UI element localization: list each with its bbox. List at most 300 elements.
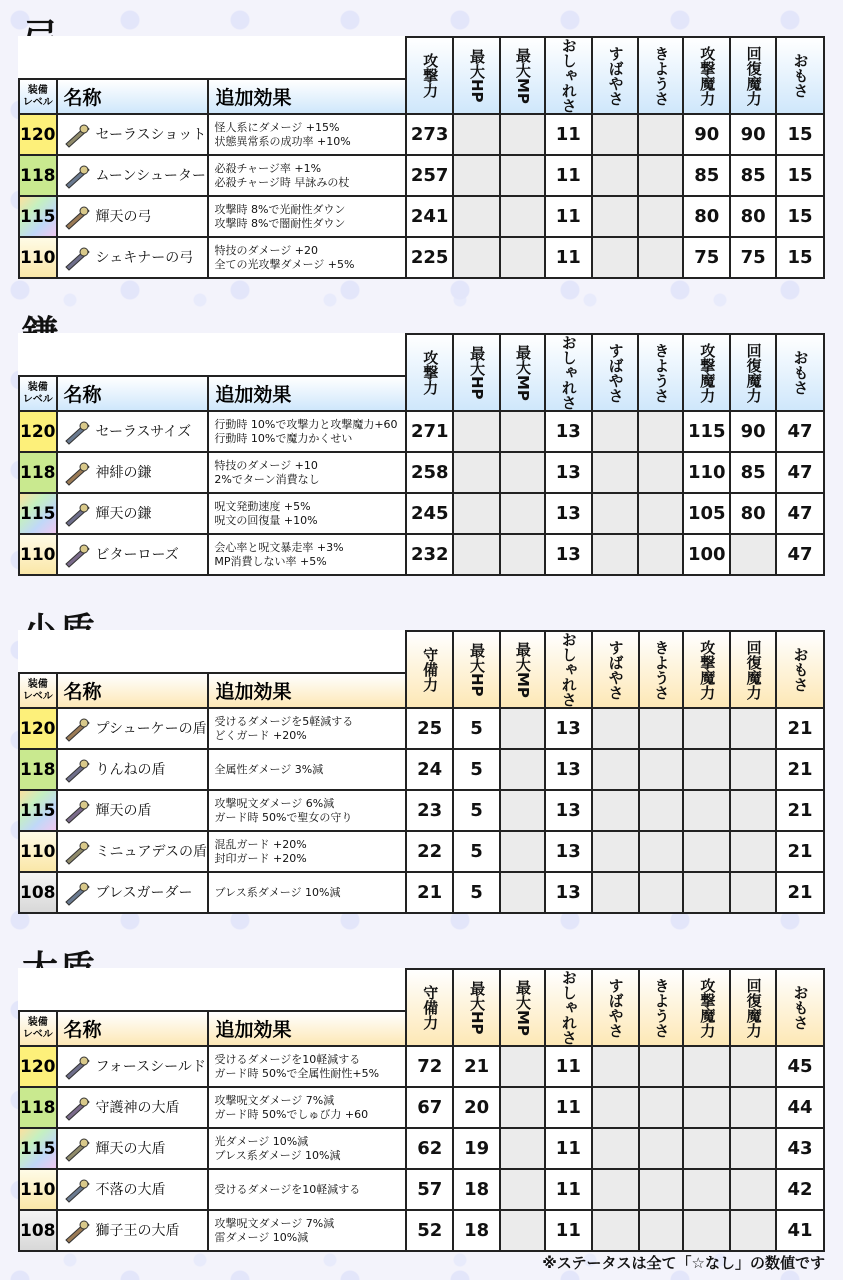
stat-value bbox=[638, 155, 683, 196]
item-name: 輝天の大盾 bbox=[95, 1140, 166, 1157]
item-icon bbox=[62, 419, 92, 445]
stat-value bbox=[453, 411, 500, 452]
stat-value bbox=[638, 534, 683, 575]
stat-header: 攻撃魔力 bbox=[683, 37, 730, 114]
stat-table bbox=[18, 36, 825, 279]
stat-value bbox=[683, 831, 730, 872]
stat-value bbox=[639, 749, 684, 790]
stat-value bbox=[592, 872, 639, 913]
stat-value: 232 bbox=[406, 534, 453, 575]
stat-value bbox=[730, 790, 776, 831]
stat-header: 攻撃魔力 bbox=[683, 969, 730, 1046]
stat-value bbox=[730, 1087, 776, 1128]
stat-value bbox=[500, 534, 545, 575]
stat-value bbox=[453, 155, 500, 196]
item-name: 不落の大盾 bbox=[95, 1181, 166, 1198]
item-icon bbox=[62, 245, 92, 271]
stat-value bbox=[683, 1087, 730, 1128]
item-name-cell bbox=[57, 411, 209, 452]
stat-value: 11 bbox=[545, 196, 592, 237]
equip-level: 115 bbox=[19, 790, 57, 831]
stat-value: 11 bbox=[545, 1046, 592, 1087]
item-icon bbox=[62, 501, 92, 527]
stat-value: 20 bbox=[453, 1087, 500, 1128]
equip-level: 115 bbox=[19, 196, 57, 237]
stat-header: おしゃれさ bbox=[545, 37, 592, 114]
level-header: 装備 レベル bbox=[19, 673, 57, 708]
stat-value: 23 bbox=[406, 790, 453, 831]
item-name-cell bbox=[57, 1210, 209, 1251]
item-effects: 受けるダメージを10軽減する ガード時 50%で全属性耐性+5% bbox=[208, 1046, 406, 1087]
item-name: セーラスサイズ bbox=[95, 423, 192, 440]
stat-value: 15 bbox=[776, 114, 824, 155]
stat-value: 72 bbox=[406, 1046, 453, 1087]
item-effects: 全属性ダメージ 3%減 bbox=[208, 749, 406, 790]
stat-header: 最大MP bbox=[500, 37, 545, 114]
stat-value bbox=[500, 790, 545, 831]
stat-value bbox=[730, 1169, 776, 1210]
stat-value bbox=[592, 708, 639, 749]
stat-header: おもさ bbox=[776, 631, 824, 708]
stat-value: 110 bbox=[683, 452, 730, 493]
stat-value: 25 bbox=[406, 708, 453, 749]
item-effects: 攻撃時 8%で光耐性ダウン 攻撃時 8%で闇耐性ダウン bbox=[208, 196, 406, 237]
stat-header: 最大HP bbox=[453, 631, 500, 708]
item-icon bbox=[62, 1054, 92, 1080]
stat-value bbox=[638, 237, 683, 278]
item-name-cell bbox=[57, 237, 209, 278]
item-name: ビターローズ bbox=[95, 546, 179, 563]
item-name-cell bbox=[57, 493, 209, 534]
stat-header: 回復魔力 bbox=[730, 37, 776, 114]
stat-value bbox=[500, 237, 545, 278]
stat-header: 最大HP bbox=[453, 334, 500, 411]
stat-header: すばやさ bbox=[592, 969, 639, 1046]
stat-value bbox=[500, 114, 545, 155]
item-icon bbox=[62, 1218, 92, 1244]
item-name: 獅子王の大盾 bbox=[95, 1222, 180, 1239]
item-name: セーラスショット bbox=[95, 126, 207, 143]
stat-value: 13 bbox=[545, 493, 592, 534]
stat-value bbox=[730, 708, 776, 749]
stat-value: 80 bbox=[730, 196, 776, 237]
stat-value bbox=[730, 749, 776, 790]
table-row bbox=[19, 534, 824, 575]
stat-table bbox=[18, 630, 825, 914]
name-header: 名称 bbox=[57, 1011, 209, 1046]
stat-value: 225 bbox=[406, 237, 453, 278]
stat-value: 52 bbox=[406, 1210, 453, 1251]
stat-header: おしゃれさ bbox=[545, 631, 592, 708]
stat-value: 13 bbox=[545, 452, 592, 493]
equip-level: 115 bbox=[19, 1128, 57, 1169]
item-name-cell bbox=[57, 708, 209, 749]
stat-value: 15 bbox=[776, 155, 824, 196]
stat-value: 47 bbox=[776, 452, 824, 493]
stat-value bbox=[730, 872, 776, 913]
stat-header: きようさ bbox=[638, 334, 683, 411]
item-effects: 攻撃呪文ダメージ 7%減 ガード時 50%でしゅび力 +60 bbox=[208, 1087, 406, 1128]
item-icon bbox=[62, 1136, 92, 1162]
stat-value bbox=[592, 534, 639, 575]
item-icon bbox=[62, 1177, 92, 1203]
stat-value: 21 bbox=[453, 1046, 500, 1087]
stat-value: 13 bbox=[545, 411, 592, 452]
equip-level: 108 bbox=[19, 872, 57, 913]
item-effects: 混乱ガード +20% 封印ガード +20% bbox=[208, 831, 406, 872]
stat-value: 90 bbox=[730, 114, 776, 155]
item-name-cell bbox=[57, 1169, 209, 1210]
stat-value bbox=[639, 1046, 684, 1087]
stat-value: 85 bbox=[730, 155, 776, 196]
stat-value: 258 bbox=[406, 452, 453, 493]
stat-value bbox=[500, 411, 545, 452]
item-effects: 怪人系にダメージ +15% 状態異常系の成功率 +10% bbox=[208, 114, 406, 155]
stat-value bbox=[500, 155, 545, 196]
stat-value: 11 bbox=[545, 237, 592, 278]
stat-header: 攻撃魔力 bbox=[683, 334, 730, 411]
stat-value bbox=[592, 493, 639, 534]
stat-value: 21 bbox=[776, 749, 824, 790]
stat-value bbox=[683, 749, 730, 790]
stat-value bbox=[592, 196, 639, 237]
stat-value: 90 bbox=[683, 114, 730, 155]
stat-value: 273 bbox=[406, 114, 453, 155]
table-row bbox=[19, 1128, 824, 1169]
stat-value: 5 bbox=[453, 872, 500, 913]
table-row bbox=[19, 1087, 824, 1128]
stat-value: 5 bbox=[453, 749, 500, 790]
stat-value: 21 bbox=[776, 790, 824, 831]
stat-value bbox=[683, 1210, 730, 1251]
stat-header: 最大MP bbox=[500, 969, 545, 1046]
stat-value bbox=[500, 493, 545, 534]
stat-value: 11 bbox=[545, 1087, 592, 1128]
stat-header: おもさ bbox=[776, 969, 824, 1046]
equip-level: 110 bbox=[19, 534, 57, 575]
stat-value bbox=[500, 749, 545, 790]
stat-value bbox=[592, 1046, 639, 1087]
stat-value bbox=[639, 1087, 684, 1128]
item-effects: 必殺チャージ率 +1% 必殺チャージ時 早詠みの杖 bbox=[208, 155, 406, 196]
equip-level: 110 bbox=[19, 831, 57, 872]
table-row bbox=[19, 790, 824, 831]
effect-header: 追加効果 bbox=[208, 79, 406, 114]
item-name: 輝天の盾 bbox=[95, 802, 152, 819]
stat-value: 13 bbox=[545, 790, 592, 831]
stat-header: きようさ bbox=[638, 37, 683, 114]
stat-value bbox=[730, 831, 776, 872]
stat-value: 18 bbox=[453, 1169, 500, 1210]
item-name-cell bbox=[57, 749, 209, 790]
item-icon bbox=[62, 798, 92, 824]
equip-level: 120 bbox=[19, 411, 57, 452]
level-header: 装備 レベル bbox=[19, 79, 57, 114]
stat-value: 5 bbox=[453, 708, 500, 749]
stat-value bbox=[592, 790, 639, 831]
stat-value: 44 bbox=[776, 1087, 824, 1128]
table-row bbox=[19, 452, 824, 493]
item-effects: 特技のダメージ +10 2%でターン消費なし bbox=[208, 452, 406, 493]
stat-value: 105 bbox=[683, 493, 730, 534]
stat-table bbox=[18, 333, 825, 576]
item-effects: 呪文発動速度 +5% 呪文の回復量 +10% bbox=[208, 493, 406, 534]
stat-value bbox=[592, 237, 639, 278]
stat-value bbox=[639, 1128, 684, 1169]
stat-value bbox=[453, 452, 500, 493]
stat-value: 41 bbox=[776, 1210, 824, 1251]
stat-value bbox=[592, 749, 639, 790]
stat-value bbox=[453, 196, 500, 237]
item-icon bbox=[62, 1095, 92, 1121]
equip-level: 118 bbox=[19, 155, 57, 196]
stat-value bbox=[730, 1210, 776, 1251]
stat-header: きようさ bbox=[639, 631, 684, 708]
effect-header: 追加効果 bbox=[208, 376, 406, 411]
stat-value: 21 bbox=[776, 708, 824, 749]
stat-value: 57 bbox=[406, 1169, 453, 1210]
stat-value: 62 bbox=[406, 1128, 453, 1169]
table-row bbox=[19, 831, 824, 872]
equip-level: 120 bbox=[19, 708, 57, 749]
stat-value: 75 bbox=[730, 237, 776, 278]
item-icon bbox=[62, 839, 92, 865]
effect-header: 追加効果 bbox=[208, 673, 406, 708]
stat-header: 最大MP bbox=[500, 334, 545, 411]
item-name: 輝天の弓 bbox=[95, 208, 152, 225]
stat-header: 回復魔力 bbox=[730, 631, 776, 708]
stat-value: 11 bbox=[545, 114, 592, 155]
table-row bbox=[19, 708, 824, 749]
stat-value: 5 bbox=[453, 831, 500, 872]
stat-header: おしゃれさ bbox=[545, 969, 592, 1046]
stat-header: すばやさ bbox=[592, 631, 639, 708]
stat-value: 75 bbox=[683, 237, 730, 278]
item-name: 輝天の鎌 bbox=[95, 505, 152, 522]
footnote: ※ステータスは全て「☆なし」の数値です bbox=[542, 1254, 825, 1272]
item-name: プシューケーの盾 bbox=[95, 720, 207, 737]
stat-value: 11 bbox=[545, 1128, 592, 1169]
stat-value bbox=[639, 872, 684, 913]
item-icon bbox=[62, 460, 92, 486]
stat-value: 245 bbox=[406, 493, 453, 534]
name-header: 名称 bbox=[57, 79, 209, 114]
stat-value: 5 bbox=[453, 790, 500, 831]
item-name-cell bbox=[57, 196, 209, 237]
stat-value bbox=[683, 872, 730, 913]
stat-value: 80 bbox=[730, 493, 776, 534]
stat-header: 守備力 bbox=[406, 631, 453, 708]
table-row bbox=[19, 411, 824, 452]
name-header: 名称 bbox=[57, 376, 209, 411]
item-name: 守護神の大盾 bbox=[95, 1099, 180, 1116]
stat-header: 回復魔力 bbox=[730, 969, 776, 1046]
name-header: 名称 bbox=[57, 673, 209, 708]
stat-value: 47 bbox=[776, 534, 824, 575]
item-name: ブレスガーダー bbox=[95, 884, 193, 901]
item-name: フォースシールド bbox=[95, 1058, 206, 1075]
stat-value bbox=[592, 452, 639, 493]
item-effects: 受けるダメージを5軽減する どくガード +20% bbox=[208, 708, 406, 749]
table-row bbox=[19, 749, 824, 790]
stat-value bbox=[592, 1087, 639, 1128]
stat-header: きようさ bbox=[639, 969, 684, 1046]
stat-value bbox=[500, 872, 545, 913]
item-name-cell bbox=[57, 1087, 209, 1128]
stat-header: おしゃれさ bbox=[545, 334, 592, 411]
item-icon bbox=[62, 204, 92, 230]
table-row bbox=[19, 872, 824, 913]
stat-value: 13 bbox=[545, 872, 592, 913]
table-row bbox=[19, 237, 824, 278]
stat-header: 最大HP bbox=[453, 969, 500, 1046]
item-effects: 攻撃呪文ダメージ 6%減 ガード時 50%で聖女の守り bbox=[208, 790, 406, 831]
stat-value bbox=[730, 1128, 776, 1169]
stat-value: 13 bbox=[545, 831, 592, 872]
item-name: シェキナーの弓 bbox=[95, 249, 194, 266]
item-name-cell bbox=[57, 790, 209, 831]
item-effects: 会心率と呪文暴走率 +3% MP消費しない率 +5% bbox=[208, 534, 406, 575]
stat-value: 21 bbox=[776, 872, 824, 913]
stat-value bbox=[730, 534, 776, 575]
table-row bbox=[19, 493, 824, 534]
table-row bbox=[19, 1046, 824, 1087]
item-icon bbox=[62, 163, 92, 189]
stat-header: おもさ bbox=[776, 37, 824, 114]
table-row bbox=[19, 114, 824, 155]
stat-value bbox=[500, 1128, 545, 1169]
stat-value: 85 bbox=[683, 155, 730, 196]
stat-value bbox=[683, 708, 730, 749]
stat-value: 47 bbox=[776, 411, 824, 452]
stat-value bbox=[592, 1128, 639, 1169]
item-icon bbox=[62, 757, 92, 783]
stat-value: 257 bbox=[406, 155, 453, 196]
item-effects: ブレス系ダメージ 10%減 bbox=[208, 872, 406, 913]
stat-value: 22 bbox=[406, 831, 453, 872]
stat-value bbox=[592, 114, 639, 155]
item-name: りんねの盾 bbox=[95, 761, 166, 778]
stat-value: 100 bbox=[683, 534, 730, 575]
stat-value bbox=[453, 237, 500, 278]
stat-header: 攻撃力 bbox=[406, 334, 453, 411]
item-effects: 光ダメージ 10%減 ブレス系ダメージ 10%減 bbox=[208, 1128, 406, 1169]
stat-value: 67 bbox=[406, 1087, 453, 1128]
table-row bbox=[19, 155, 824, 196]
stat-value bbox=[638, 493, 683, 534]
table-row bbox=[19, 1210, 824, 1251]
stat-value bbox=[730, 1046, 776, 1087]
stat-value: 85 bbox=[730, 452, 776, 493]
stat-header: 攻撃魔力 bbox=[683, 631, 730, 708]
item-effects: 攻撃呪文ダメージ 7%減 雷ダメージ 10%減 bbox=[208, 1210, 406, 1251]
stat-header: 攻撃力 bbox=[406, 37, 453, 114]
stat-value: 15 bbox=[776, 196, 824, 237]
item-name: ミニュアデスの盾 bbox=[95, 843, 207, 860]
equip-level: 115 bbox=[19, 493, 57, 534]
stat-value bbox=[592, 1169, 639, 1210]
stat-value bbox=[639, 708, 684, 749]
table-row bbox=[19, 196, 824, 237]
stat-header: 回復魔力 bbox=[730, 334, 776, 411]
item-name: 神緋の鎌 bbox=[95, 464, 152, 481]
stat-table bbox=[18, 968, 825, 1252]
stat-value bbox=[500, 708, 545, 749]
stat-value bbox=[500, 1169, 545, 1210]
level-header: 装備 レベル bbox=[19, 1011, 57, 1046]
stat-value: 19 bbox=[453, 1128, 500, 1169]
stat-value bbox=[639, 1169, 684, 1210]
stat-value bbox=[500, 1210, 545, 1251]
item-name-cell bbox=[57, 534, 209, 575]
stat-value: 80 bbox=[683, 196, 730, 237]
stat-value bbox=[683, 790, 730, 831]
stat-value bbox=[500, 1087, 545, 1128]
stat-value bbox=[500, 196, 545, 237]
stat-value bbox=[592, 155, 639, 196]
item-effects: 受けるダメージを10軽減する bbox=[208, 1169, 406, 1210]
item-name: ムーンシューター bbox=[95, 167, 206, 184]
item-icon bbox=[62, 880, 92, 906]
stat-value: 13 bbox=[545, 708, 592, 749]
item-icon bbox=[62, 122, 92, 148]
stat-value: 115 bbox=[683, 411, 730, 452]
stat-value bbox=[638, 114, 683, 155]
item-icon bbox=[62, 716, 92, 742]
equip-level: 118 bbox=[19, 749, 57, 790]
stat-value bbox=[453, 493, 500, 534]
stat-header: すばやさ bbox=[592, 37, 639, 114]
stat-header: おもさ bbox=[776, 334, 824, 411]
equip-level: 110 bbox=[19, 1169, 57, 1210]
stat-header: すばやさ bbox=[592, 334, 639, 411]
stat-value: 45 bbox=[776, 1046, 824, 1087]
stat-value: 271 bbox=[406, 411, 453, 452]
equip-level: 108 bbox=[19, 1210, 57, 1251]
stat-value bbox=[592, 1210, 639, 1251]
stat-header: 守備力 bbox=[406, 969, 453, 1046]
equip-level: 118 bbox=[19, 1087, 57, 1128]
equip-level: 110 bbox=[19, 237, 57, 278]
stat-value bbox=[500, 831, 545, 872]
stat-value: 90 bbox=[730, 411, 776, 452]
stat-value: 11 bbox=[545, 155, 592, 196]
stat-value: 47 bbox=[776, 493, 824, 534]
table-row bbox=[19, 1169, 824, 1210]
equip-level: 120 bbox=[19, 114, 57, 155]
stat-header: 最大MP bbox=[500, 631, 545, 708]
stat-value bbox=[638, 196, 683, 237]
item-icon bbox=[62, 542, 92, 568]
stat-value: 11 bbox=[545, 1169, 592, 1210]
item-effects: 特技のダメージ +20 全ての光攻撃ダメージ +5% bbox=[208, 237, 406, 278]
stat-value: 21 bbox=[776, 831, 824, 872]
level-header: 装備 レベル bbox=[19, 376, 57, 411]
stat-value bbox=[453, 534, 500, 575]
stat-header: 最大HP bbox=[453, 37, 500, 114]
stat-value: 18 bbox=[453, 1210, 500, 1251]
stat-value bbox=[683, 1046, 730, 1087]
stat-value bbox=[592, 831, 639, 872]
item-name-cell bbox=[57, 1128, 209, 1169]
item-name-cell bbox=[57, 872, 209, 913]
item-name-cell bbox=[57, 114, 209, 155]
item-name-cell bbox=[57, 452, 209, 493]
stat-value bbox=[500, 452, 545, 493]
stat-value: 241 bbox=[406, 196, 453, 237]
stat-value bbox=[500, 1046, 545, 1087]
stat-value bbox=[639, 790, 684, 831]
